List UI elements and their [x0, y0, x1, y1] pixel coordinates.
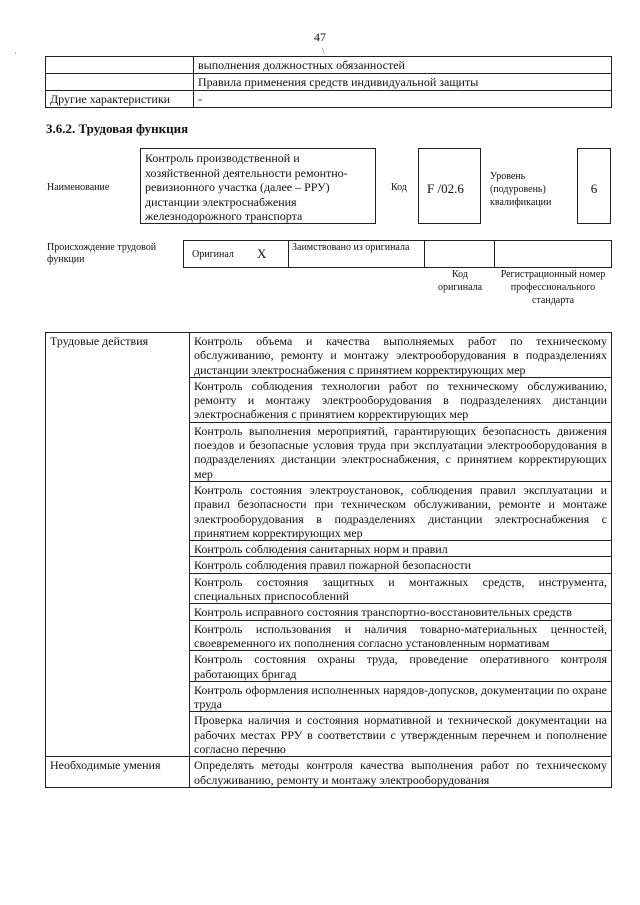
top-row-value: - — [194, 91, 612, 108]
marginal-mark: \ — [322, 46, 325, 56]
table-row — [46, 74, 612, 91]
labor-action: Контроль объема и качества выполняемых работ по техническому обслуживанию, ремонту и монтажу электрооборудования в подразделениях дистанции электроснабжения с принятием корректирующих мер — [190, 333, 612, 378]
code-original-caption: Код оригинала — [437, 269, 483, 293]
top-row-label — [46, 74, 194, 91]
table-row — [46, 757, 612, 788]
labor-action: Контроль состояния защитных и монтажных средств, инструмента, специальных приспособлений — [190, 573, 612, 604]
labor-action: Контроль соблюдения правил пожарной безопасности — [190, 557, 612, 573]
labor-action: Контроль соблюдения технологии работ по техническому обслуживанию, ремонту и монтажу электрооборудования в подразделениях дистанции электроснабжения с принятием корректирующих мер — [190, 377, 612, 422]
table-row — [46, 333, 612, 378]
borrowed-cell: Заимствовано из оригинала — [288, 240, 425, 268]
name-label: Наименование — [47, 182, 110, 193]
labor-action: Контроль состояния охраны труда, проведение оперативного контроля работающих бригад — [190, 651, 612, 682]
labor-action: Проверка наличия и состояния нормативной и технической документации на рабочих местах РРУ в соответствии с утвержденным перечнем и пополнение согласно перечню — [190, 712, 612, 757]
labor-action: Контроль использования и наличия товарно-материальных ценностей, своевременного их пополнения согласно установленным нормативам — [190, 620, 612, 651]
labor-action: Контроль выполнения мероприятий, гарантирующих безопасность движения поездов и безопасные условия труда при эксплуатации электрооборудования в подразделениях дистанции электроснабжения, с принятием корректирующих мер — [190, 422, 612, 481]
top-table — [45, 56, 612, 108]
labor-action: Контроль состояния электроустановок, соблюдения правил эксплуатации и правил безопасности при техническом обслуживании, ремонте и монтаже электрооборудования в подразделениях дистанции электроснабжения с принятием корректирующих мер — [190, 481, 612, 540]
original-label: Оригинал — [192, 249, 234, 260]
table-row — [46, 91, 612, 108]
top-row-label — [46, 57, 194, 74]
margin-dot: · — [14, 48, 17, 58]
qualification-level: 6 — [577, 148, 611, 224]
reg-number-caption: Регистрационный номер профессионального стандарта — [500, 269, 606, 306]
origin-label: Происхождение трудовой функции — [47, 242, 157, 265]
labor-action: Контроль исправного состояния транспортно-восстановительных средств — [190, 604, 612, 620]
section-title: 3.6.2. Трудовая функция — [46, 121, 189, 136]
code-label: Код — [391, 182, 407, 193]
skill-item: Определять методы контроля качества выполнения работ по техническому обслуживанию, ремонту и монтажу электрооборудования — [190, 757, 612, 788]
level-label: Уровень (подуровень) квалификации — [490, 171, 552, 208]
original-mark: X — [257, 246, 267, 261]
table-row — [46, 57, 612, 74]
original-cell — [183, 240, 289, 268]
page-number: 47 — [314, 30, 326, 44]
reg-number-cell — [494, 240, 612, 268]
labor-action: Контроль оформления исполненных нарядов-допусков, документации по охране труда — [190, 681, 612, 712]
top-row-value: Правила применения средств индивидуальной защиты — [194, 74, 612, 91]
function-name: Контроль производственной и хозяйственной деятельности ремонтно-ревизионного участка (далее – РРУ) дистанции электроснабжения железнодорожного транспорта — [140, 148, 376, 224]
top-row-value: выполнения должностных обязанностей — [194, 57, 612, 74]
code-original-cell — [424, 240, 495, 268]
labor-actions-label: Трудовые действия — [46, 333, 190, 757]
top-row-label: Другие характеристики — [46, 91, 194, 108]
labor-action: Контроль соблюдения санитарных норм и правил — [190, 541, 612, 557]
function-code: F /02.6 — [418, 148, 481, 224]
labor-function-table — [45, 332, 612, 788]
skills-label: Необходимые умения — [46, 757, 190, 788]
